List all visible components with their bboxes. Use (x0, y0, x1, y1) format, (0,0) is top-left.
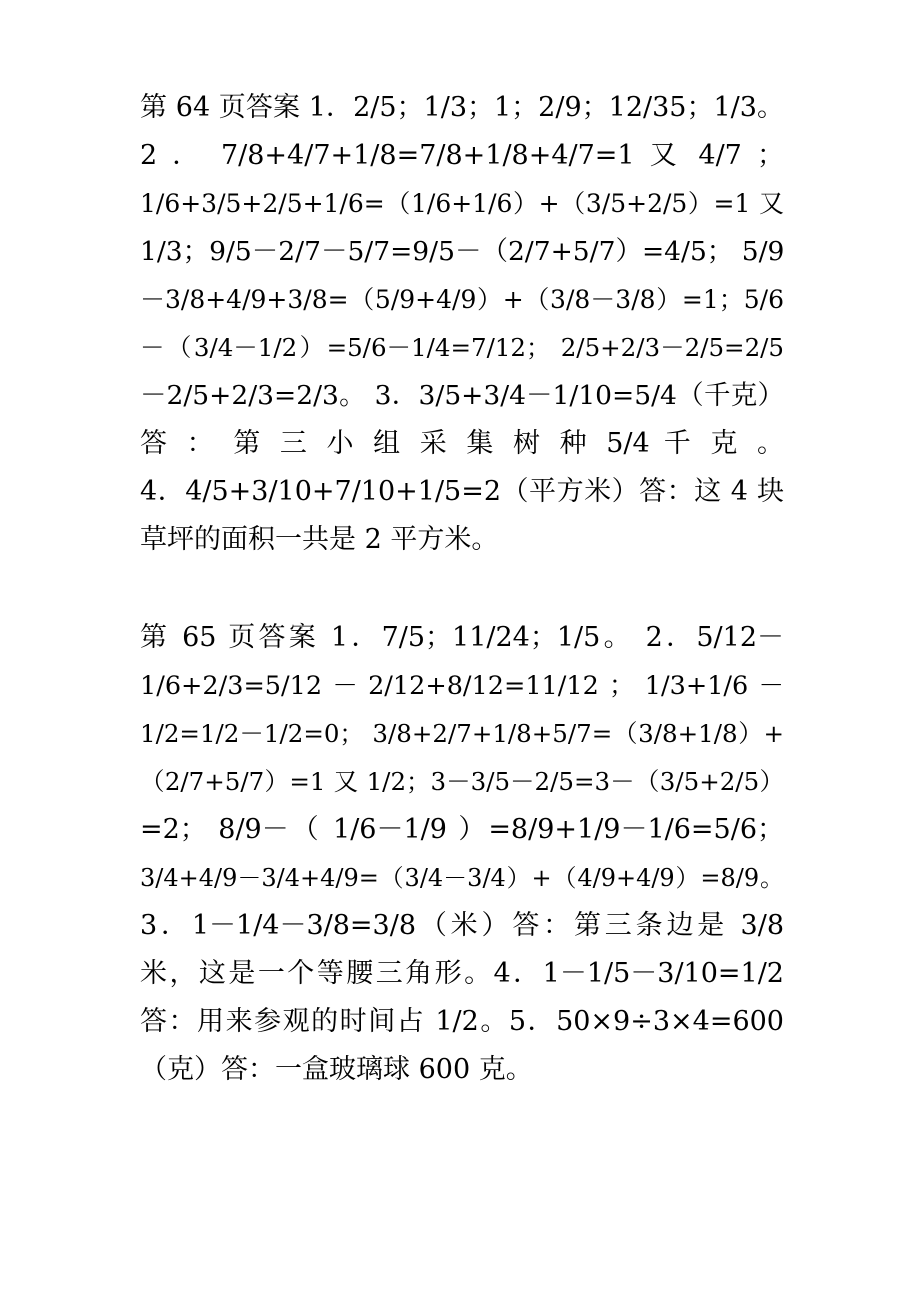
answer-line: 3/4+4/9－3/4+4/9=（3/4－3/4）+（4/9+4/9）=8/9。 (140, 864, 784, 892)
answer-line: 答 ： 第 三 小 组 采 集 树 种 5/4 千 克 。 (140, 428, 784, 459)
answer-line: 3．1－1/4－3/8=3/8（米）答：第三条边是 3/8 (140, 910, 784, 941)
answer-line: 第 65 页答案 1．7/5；11/24；1/5。 2．5/12－ (140, 622, 784, 653)
answer-line: －2/5+2/3=2/3。 3．3/5+3/4－1/10=5/4（千克） (140, 380, 784, 411)
answer-line: =2； 8/9－（ 1/6－1/9 ）=8/9+1/9－1/6=5/6； (140, 814, 784, 845)
answer-line: （2/7+5/7）=1 又 1/2；3－3/5－2/5=3－（3/5+2/5） (140, 767, 784, 796)
answer-line: 1/3；9/5－2/7－5/7=9/5－（2/7+5/7）=4/5； 5/9 (140, 236, 785, 267)
answer-line: 2 ． 7/8+4/7+1/8=7/8+1/8+4/7=1 又 4/7 ； (140, 140, 784, 171)
answer-line: 1/6+2/3=5/12 － 2/12+8/12=11/12 ； 1/3+1/6 － (140, 671, 784, 701)
answer-line: 米，这是一个等腰三角形。4．1－1/5－3/10=1/2 (140, 958, 784, 989)
answer-line: 第 64 页答案 1．2/5；1/3；1；2/9；12/35；1/3。 (140, 92, 784, 123)
answer-line: （克）答：一盒玻璃球 600 克。 (140, 1054, 533, 1085)
answer-line: 答：用来参观的时间占 1/2。5．50×9÷3×4=600 (140, 1006, 784, 1037)
answer-line: －3/8+4/9+3/8=（5/9+4/9）+（3/8－3/8）=1；5/6 (140, 285, 784, 314)
answer-line: 草坪的面积一共是 2 平方米。 (140, 524, 499, 555)
answer-line: 1/2=1/2－1/2=0； 3/8+2/7+1/8+5/7=（3/8+1/8）+ (140, 719, 785, 748)
answer-line: 1/6+3/5+2/5+1/6=（1/6+1/6）+（3/5+2/5）=1 又 (140, 189, 784, 218)
answer-line: 4．4/5+3/10+7/10+1/5=2（平方米）答：这 4 块 (140, 476, 784, 507)
answer-line: －（3/4－1/2）=5/6－1/4=7/12； 2/5+2/3－2/5=2/5 (140, 333, 784, 362)
